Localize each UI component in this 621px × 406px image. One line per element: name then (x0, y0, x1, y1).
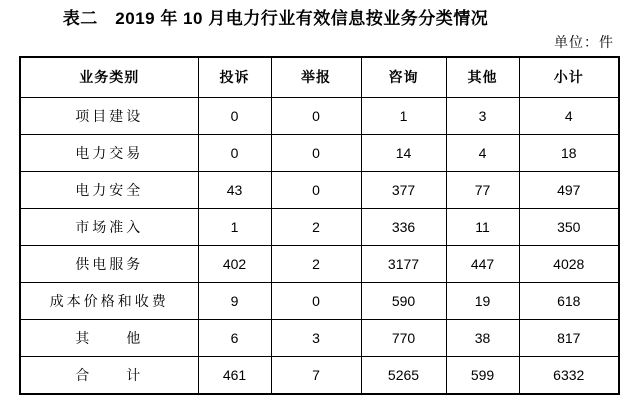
value-cell: 618 (519, 282, 619, 319)
value-cell: 4028 (519, 245, 619, 282)
value-cell: 2 (271, 245, 361, 282)
table-row (20, 208, 619, 245)
table-row (20, 282, 619, 319)
value-cell: 1 (361, 97, 446, 134)
value-cell: 1 (198, 208, 271, 245)
value-cell: 3 (271, 320, 361, 357)
column-header: 咨询 (361, 57, 446, 97)
table-row (20, 171, 619, 208)
value-cell: 6332 (519, 357, 619, 394)
value-cell: 3 (446, 97, 519, 134)
value-cell: 0 (271, 282, 361, 319)
value-cell: 350 (519, 208, 619, 245)
value-cell: 336 (361, 208, 446, 245)
column-header: 投诉 (198, 57, 271, 97)
value-cell: 0 (198, 97, 271, 134)
value-cell: 447 (446, 245, 519, 282)
category-cell: 成本价格和收费 (20, 282, 198, 319)
category-cell: 电力安全 (20, 171, 198, 208)
category-cell: 电力交易 (20, 134, 198, 171)
value-cell: 0 (271, 171, 361, 208)
unit-label: 单位：件 (554, 34, 614, 50)
column-header: 其他 (446, 57, 519, 97)
value-cell: 817 (519, 320, 619, 357)
value-cell: 7 (271, 357, 361, 394)
value-cell: 5265 (361, 357, 446, 394)
table-row (20, 134, 619, 171)
value-cell: 18 (519, 134, 619, 171)
category-cell: 项目建设 (20, 97, 198, 134)
table-header (20, 57, 619, 97)
value-cell: 497 (519, 171, 619, 208)
value-cell: 4 (446, 134, 519, 171)
value-cell: 0 (271, 134, 361, 171)
value-cell: 19 (446, 282, 519, 319)
category-cell: 市场准入 (20, 208, 198, 245)
value-cell: 599 (446, 357, 519, 394)
table-row (20, 320, 619, 357)
page-title: 表二 2019 年 10 月电力行业有效信息按业务分类情况 (62, 9, 489, 28)
value-cell: 14 (361, 134, 446, 171)
value-cell: 590 (361, 282, 446, 319)
value-cell: 0 (198, 134, 271, 171)
category-cell: 供电服务 (20, 245, 198, 282)
column-header: 小计 (519, 57, 619, 97)
value-cell: 402 (198, 245, 271, 282)
column-header: 业务类别 (20, 57, 198, 97)
value-cell: 461 (198, 357, 271, 394)
value-cell: 4 (519, 97, 619, 134)
column-header: 举报 (271, 57, 361, 97)
value-cell: 3177 (361, 245, 446, 282)
category-cell: 合 计 (20, 357, 198, 394)
value-cell: 2 (271, 208, 361, 245)
value-cell: 770 (361, 320, 446, 357)
table-row (20, 97, 619, 134)
value-cell: 11 (446, 208, 519, 245)
table-body (20, 97, 619, 394)
value-cell: 38 (446, 320, 519, 357)
table-row (20, 245, 619, 282)
value-cell: 9 (198, 282, 271, 319)
value-cell: 0 (271, 97, 361, 134)
value-cell: 77 (446, 171, 519, 208)
value-cell: 6 (198, 320, 271, 357)
header-row (20, 57, 619, 97)
value-cell: 377 (361, 171, 446, 208)
table-row (20, 357, 619, 394)
value-cell: 43 (198, 171, 271, 208)
business-category-table (19, 56, 620, 395)
category-cell: 其 他 (20, 320, 198, 357)
